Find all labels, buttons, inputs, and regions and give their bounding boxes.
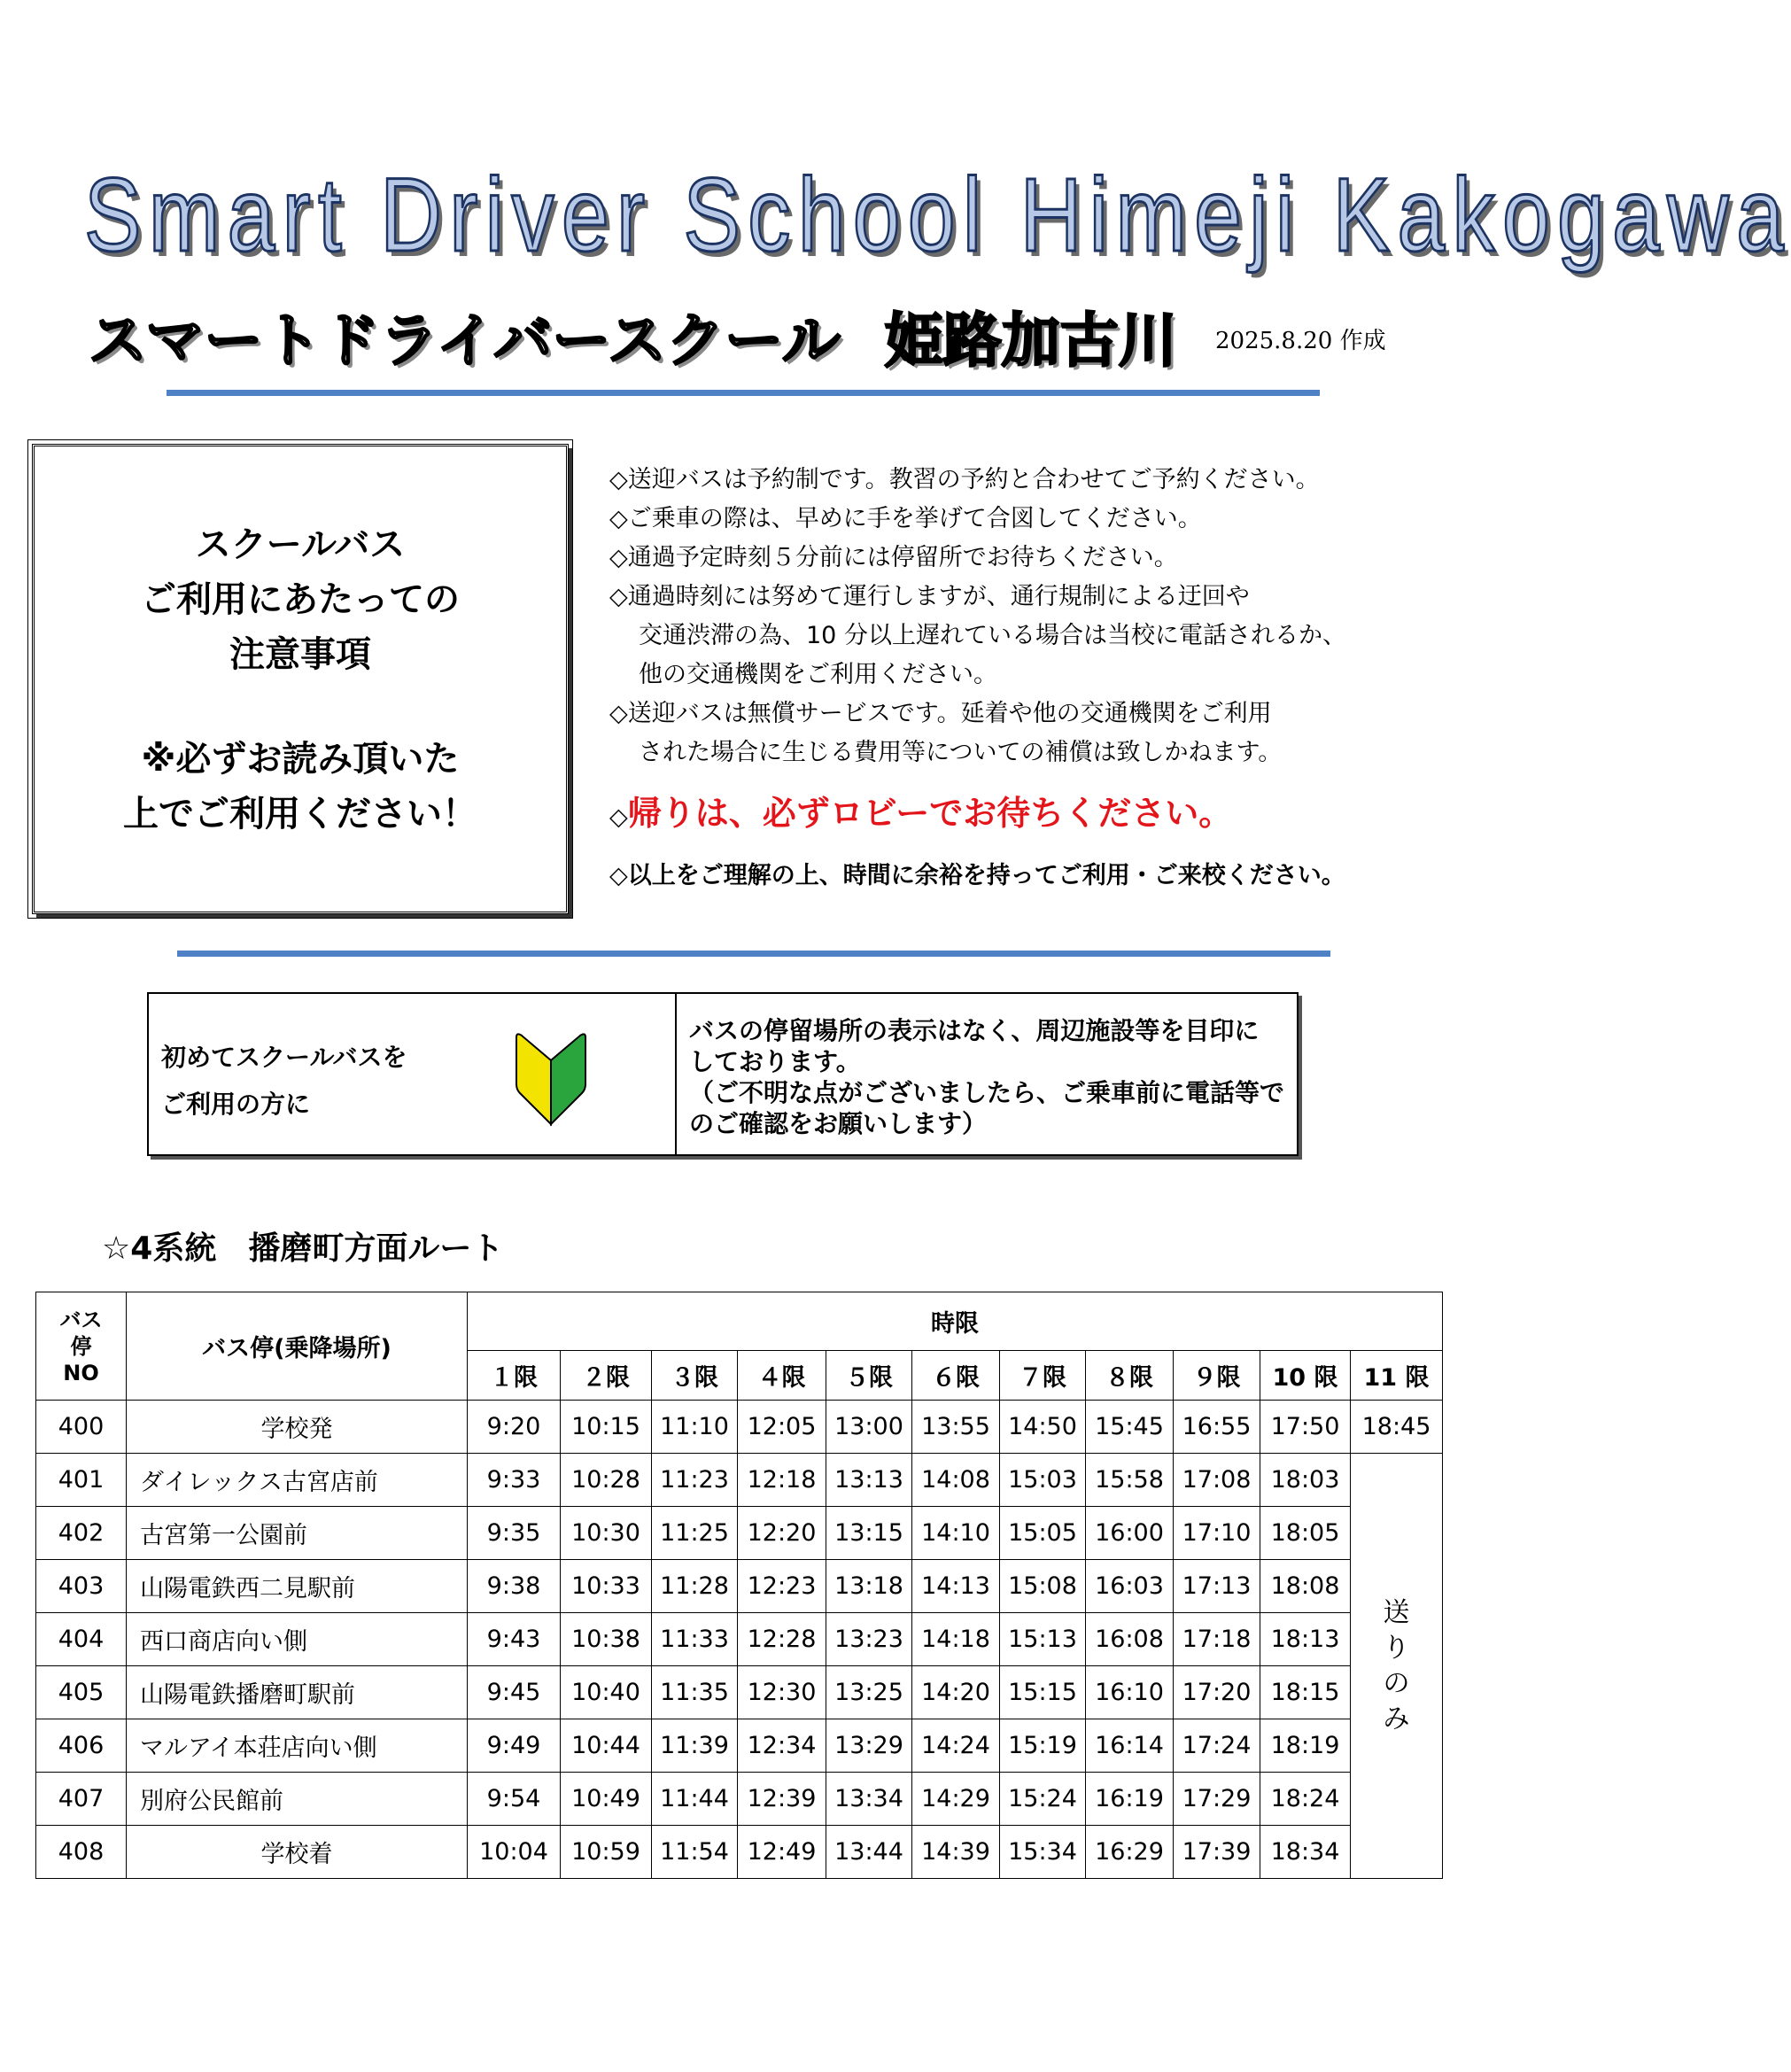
departure-time: 9:45 — [468, 1666, 561, 1719]
header-stop-no: バス 停 NO — [36, 1292, 127, 1401]
first-time-users-box — [147, 992, 1299, 1156]
departure-time: 16:08 — [1086, 1613, 1174, 1666]
timetable-row — [36, 1666, 1443, 1719]
stop-number: 402 — [36, 1507, 127, 1560]
departure-time: 9:35 — [468, 1507, 561, 1560]
departure-time: 12:34 — [738, 1719, 826, 1773]
period-header: ４限 — [738, 1351, 826, 1401]
departure-time: 11:44 — [652, 1773, 738, 1826]
departure-time: 18:45 — [1351, 1401, 1443, 1454]
route-title: ☆4系統 播磨町方面ルート — [102, 1230, 504, 1267]
departure-time: 14:20 — [912, 1666, 1000, 1719]
departure-time: 18:34 — [1260, 1826, 1351, 1879]
period-header: １限 — [468, 1351, 561, 1401]
bus-rules-list — [609, 461, 1433, 896]
rule-item: ◇送迎バスは予約制です。教習の予約と合わせてご予約ください。 — [609, 466, 1320, 493]
stop-name: 別府公民館前 — [127, 1773, 468, 1826]
period-header: ９限 — [1174, 1351, 1260, 1401]
dropoff-only-char: 送 — [1383, 1596, 1410, 1628]
departure-time: 9:33 — [468, 1454, 561, 1507]
departure-time: 10:30 — [561, 1507, 652, 1560]
departure-time: 16:19 — [1086, 1773, 1174, 1826]
departure-time: 18:08 — [1260, 1560, 1351, 1613]
departure-time: 17:18 — [1174, 1613, 1260, 1666]
departure-time: 17:24 — [1174, 1719, 1260, 1773]
departure-time: 11:28 — [652, 1560, 738, 1613]
departure-time: 10:28 — [561, 1454, 652, 1507]
timetable-row — [36, 1560, 1443, 1613]
timetable-row — [36, 1401, 1443, 1454]
departure-time: 12:39 — [738, 1773, 826, 1826]
departure-time: 12:49 — [738, 1826, 826, 1879]
departure-time: 15:08 — [1000, 1560, 1086, 1613]
stop-number: 408 — [36, 1826, 127, 1879]
departure-time: 13:34 — [826, 1773, 912, 1826]
departure-time: 12:05 — [738, 1401, 826, 1454]
first-time-info-line: （ご不明な点がございましたら、ご乗車前に電話等で — [688, 1078, 1284, 1107]
lobby-waiting-notice — [609, 787, 1433, 844]
stop-name: 学校着 — [127, 1826, 468, 1879]
period-header: ８限 — [1086, 1351, 1174, 1401]
departure-time: 12:18 — [738, 1454, 826, 1507]
departure-time: 13:55 — [912, 1401, 1000, 1454]
school-title-japanese — [89, 297, 1222, 385]
header-stop-name: バス停(乗降場所) — [127, 1292, 468, 1401]
departure-time: 13:29 — [826, 1719, 912, 1773]
rule-marker: ◇ — [609, 803, 628, 831]
created-date: 2025.8.20 作成 — [1215, 328, 1386, 354]
departure-time: 17:39 — [1174, 1826, 1260, 1879]
header-periods-group: 時限 — [468, 1292, 1443, 1351]
departure-time: 14:39 — [912, 1826, 1000, 1879]
departure-time: 13:18 — [826, 1560, 912, 1613]
period-header: ５限 — [826, 1351, 912, 1401]
rule-item: 他の交通機関をご利用ください。 — [639, 661, 997, 688]
departure-time: 12:23 — [738, 1560, 826, 1613]
departure-time: 16:10 — [1086, 1666, 1174, 1719]
timetable-row — [36, 1719, 1443, 1773]
departure-time: 13:23 — [826, 1613, 912, 1666]
timetable-row — [36, 1613, 1443, 1666]
departure-time: 15:19 — [1000, 1719, 1086, 1773]
departure-time: 15:34 — [1000, 1826, 1086, 1879]
departure-time: 10:33 — [561, 1560, 652, 1613]
rule-item: ◇ご乗車の際は、早めに手を挙げて合図してください。 — [609, 505, 1202, 532]
departure-time: 17:10 — [1174, 1507, 1260, 1560]
departure-time: 15:13 — [1000, 1613, 1086, 1666]
departure-time: 10:40 — [561, 1666, 652, 1719]
departure-time: 12:28 — [738, 1613, 826, 1666]
section-divider — [177, 951, 1330, 957]
timetable-row — [36, 1773, 1443, 1826]
timetable-row — [36, 1454, 1443, 1507]
stop-number: 407 — [36, 1773, 127, 1826]
departure-time: 12:30 — [738, 1666, 826, 1719]
first-time-label-line: 初めてスクールバスを — [161, 1043, 407, 1072]
period-header: ６限 — [912, 1351, 1000, 1401]
departure-time: 12:20 — [738, 1507, 826, 1560]
departure-time: 14:10 — [912, 1507, 1000, 1560]
timetable-row — [36, 1826, 1443, 1879]
notice-line: スクールバス — [195, 524, 406, 565]
departure-time: 10:38 — [561, 1613, 652, 1666]
rule-item: ◇通過予定時刻５分前には停留所でお待ちください。 — [609, 544, 1178, 571]
departure-time: 15:24 — [1000, 1773, 1086, 1826]
final-rule: ◇以上をご理解の上、時間に余裕を持ってご利用・ご来校ください。 — [609, 862, 1345, 889]
departure-time: 11:54 — [652, 1826, 738, 1879]
first-time-label-cell — [149, 994, 677, 1154]
departure-time: 9:43 — [468, 1613, 561, 1666]
school-name-katakana: スマートドライバースクール — [89, 307, 841, 375]
departure-time: 11:35 — [652, 1666, 738, 1719]
departure-time: 15:45 — [1086, 1401, 1174, 1454]
departure-time: 13:25 — [826, 1666, 912, 1719]
departure-time: 13:44 — [826, 1826, 912, 1879]
departure-time: 16:29 — [1086, 1826, 1174, 1879]
departure-time: 18:03 — [1260, 1454, 1351, 1507]
stop-name: 学校発 — [127, 1401, 468, 1454]
school-branch-name: 姫路加古川 — [884, 307, 1177, 375]
departure-time: 15:58 — [1086, 1454, 1174, 1507]
dropoff-only-char: の — [1383, 1667, 1410, 1699]
departure-time: 18:13 — [1260, 1613, 1351, 1666]
notice-line: ※必ずお読み頂いた — [141, 738, 460, 780]
departure-time: 13:00 — [826, 1401, 912, 1454]
departure-time: 10:59 — [561, 1826, 652, 1879]
stop-name: ダイレックス古宮店前 — [127, 1454, 468, 1507]
rule-item: 交通渋滞の為、10 分以上遅れている場合は当校に電話されるか、 — [639, 622, 1346, 649]
stop-number: 401 — [36, 1454, 127, 1507]
stop-name: 山陽電鉄西二見駅前 — [127, 1560, 468, 1613]
dropoff-only-char: り — [1383, 1632, 1410, 1664]
departure-time: 18:15 — [1260, 1666, 1351, 1719]
stop-name: 山陽電鉄播磨町駅前 — [127, 1666, 468, 1719]
departure-time: 17:50 — [1260, 1401, 1351, 1454]
departure-time: 17:20 — [1174, 1666, 1260, 1719]
period-header: ３限 — [652, 1351, 738, 1401]
departure-time: 18:05 — [1260, 1507, 1351, 1560]
departure-time: 13:13 — [826, 1454, 912, 1507]
departure-time: 14:29 — [912, 1773, 1000, 1826]
departure-time: 15:05 — [1000, 1507, 1086, 1560]
rule-item: ◇送迎バスは無償サービスです。延着や他の交通機関をご利用 — [609, 700, 1272, 727]
notice-line: ご利用にあたっての — [141, 578, 460, 620]
rule-item: された場合に生じる費用等についての補償は致しかねます。 — [639, 739, 1283, 766]
departure-time: 9:20 — [468, 1401, 561, 1454]
notice-box — [32, 444, 569, 914]
departure-time: 11:39 — [652, 1719, 738, 1773]
notice-line: 上でご利用ください！ — [123, 793, 477, 834]
dropoff-only-note — [1351, 1454, 1443, 1879]
departure-time: 9:49 — [468, 1719, 561, 1773]
bus-timetable — [35, 1292, 1443, 1879]
notice-line: 注意事項 — [229, 633, 371, 675]
first-time-label — [161, 1034, 407, 1128]
period-header: ７限 — [1000, 1351, 1086, 1401]
lobby-waiting-text: 帰りは、必ずロビーでお待ちください。 — [627, 794, 1233, 833]
period-header: 11 限 — [1351, 1351, 1443, 1401]
departure-time: 14:50 — [1000, 1401, 1086, 1454]
departure-time: 14:18 — [912, 1613, 1000, 1666]
stop-name: マルアイ本荘店向い側 — [127, 1719, 468, 1773]
stop-number: 406 — [36, 1719, 127, 1773]
departure-time: 16:03 — [1086, 1560, 1174, 1613]
period-header: 10 限 — [1260, 1351, 1351, 1401]
departure-time: 16:14 — [1086, 1719, 1174, 1773]
rule-item: ◇通過時刻には努めて運行しますが、通行規制による迂回や — [609, 583, 1250, 610]
departure-time: 10:04 — [468, 1826, 561, 1879]
stop-number: 405 — [36, 1666, 127, 1719]
stop-name: 古宮第一公園前 — [127, 1507, 468, 1560]
first-time-info-line: バスの停留場所の表示はなく、周辺施設等を目印に — [688, 1016, 1260, 1045]
departure-time: 10:49 — [561, 1773, 652, 1826]
departure-time: 15:15 — [1000, 1666, 1086, 1719]
departure-time: 14:08 — [912, 1454, 1000, 1507]
school-title-english: Smart Driver School Himeji Kakogawa — [84, 157, 1791, 274]
departure-time: 16:55 — [1174, 1401, 1260, 1454]
departure-time: 11:10 — [652, 1401, 738, 1454]
timetable-row — [36, 1507, 1443, 1560]
departure-time: 17:13 — [1174, 1560, 1260, 1613]
departure-time: 10:44 — [561, 1719, 652, 1773]
header-divider — [167, 390, 1320, 396]
departure-time: 17:08 — [1174, 1454, 1260, 1507]
departure-time: 11:25 — [652, 1507, 738, 1560]
departure-time: 17:29 — [1174, 1773, 1260, 1826]
stop-name: 西口商店向い側 — [127, 1613, 468, 1666]
period-header: ２限 — [561, 1351, 652, 1401]
departure-time: 14:24 — [912, 1719, 1000, 1773]
departure-time: 15:03 — [1000, 1454, 1086, 1507]
stop-number: 403 — [36, 1560, 127, 1613]
departure-time: 13:15 — [826, 1507, 912, 1560]
wakaba-mark-icon — [515, 1030, 587, 1128]
first-time-info-line: しております。 — [688, 1047, 861, 1076]
departure-time: 9:54 — [468, 1773, 561, 1826]
departure-time: 14:13 — [912, 1560, 1000, 1613]
departure-time: 16:00 — [1086, 1507, 1174, 1560]
first-time-info-line: のご確認をお願いします） — [688, 1109, 987, 1138]
stop-number: 404 — [36, 1613, 127, 1666]
departure-time: 10:15 — [561, 1401, 652, 1454]
departure-time: 11:33 — [652, 1613, 738, 1666]
stop-number: 400 — [36, 1401, 127, 1454]
first-time-label-line: ご利用の方に — [161, 1090, 311, 1119]
dropoff-only-char: み — [1383, 1703, 1410, 1734]
departure-time: 11:23 — [652, 1454, 738, 1507]
first-time-info — [677, 994, 1297, 1154]
departure-time: 18:19 — [1260, 1719, 1351, 1773]
departure-time: 18:24 — [1260, 1773, 1351, 1826]
departure-time: 9:38 — [468, 1560, 561, 1613]
